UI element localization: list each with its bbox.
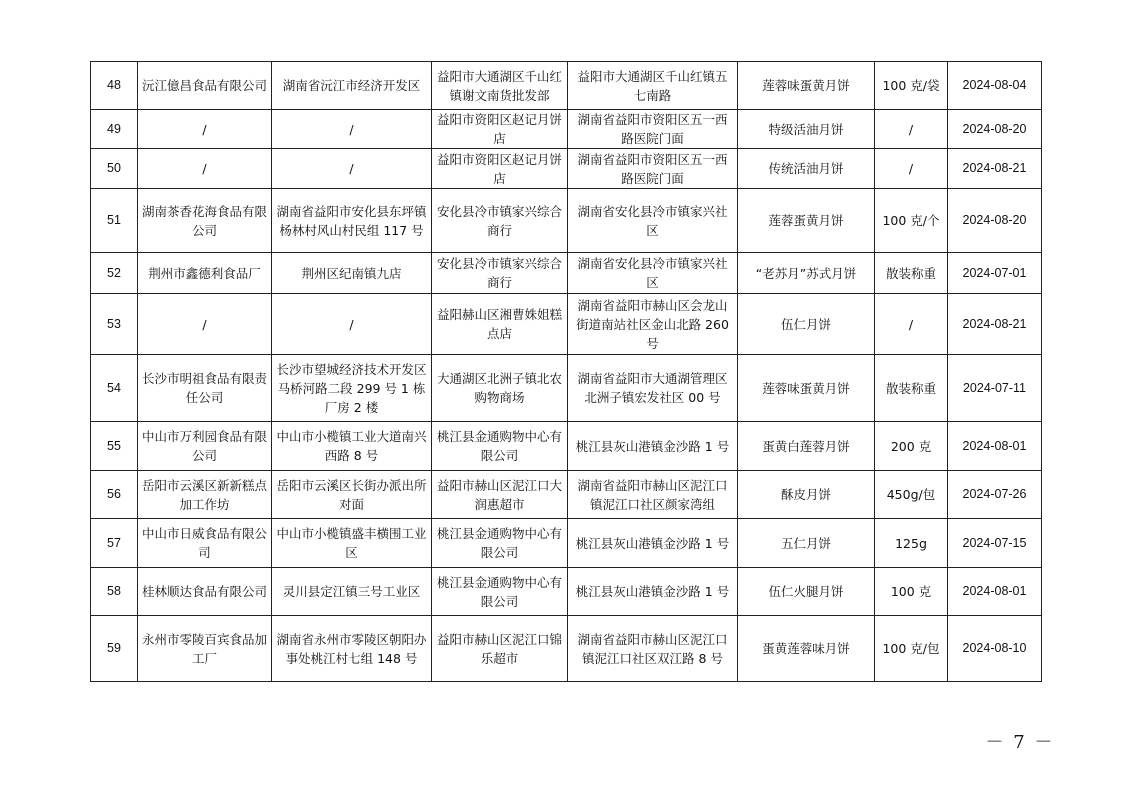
row-number-cell: 55 (91, 422, 138, 471)
seller-name-cell: 益阳市大通湖区千山红镇谢文南货批发部 (432, 62, 568, 110)
product-spec-cell: / (875, 110, 948, 149)
production-date-cell: 2024-08-20 (948, 110, 1042, 149)
production-date-cell: 2024-08-21 (948, 294, 1042, 355)
manufacturer-address-cell: 长沙市望城经济技术开发区马桥河路二段 299 号 1 栋厂房 2 楼 (272, 355, 432, 422)
table-row (91, 110, 1042, 149)
table-row (91, 422, 1042, 471)
row-number-cell: 50 (91, 149, 138, 189)
row-number-cell: 56 (91, 471, 138, 519)
seller-address-cell: 桃江县灰山港镇金沙路 1 号 (568, 519, 738, 568)
row-number-cell: 51 (91, 189, 138, 253)
manufacturer-name-cell: 永州市零陵百宾食品加工厂 (138, 616, 272, 682)
product-name-cell: 伍仁火腿月饼 (738, 568, 875, 616)
product-spec-cell: 100 克/个 (875, 189, 948, 253)
table-row (91, 519, 1042, 568)
table-row (91, 253, 1042, 294)
seller-address-cell: 湖南省安化县冷市镇家兴社区 (568, 189, 738, 253)
seller-address-cell: 桃江县灰山港镇金沙路 1 号 (568, 422, 738, 471)
product-spec-cell: 125g (875, 519, 948, 568)
table-body (91, 62, 1042, 682)
seller-address-cell: 湖南省益阳市赫山区泥江口镇泥江口社区双江路 8 号 (568, 616, 738, 682)
seller-address-cell: 桃江县灰山港镇金沙路 1 号 (568, 568, 738, 616)
product-name-cell: 传统活油月饼 (738, 149, 875, 189)
seller-name-cell: 桃江县金通购物中心有限公司 (432, 422, 568, 471)
product-spec-cell: 100 克/袋 (875, 62, 948, 110)
table-row (91, 62, 1042, 110)
table-row (91, 149, 1042, 189)
manufacturer-address-cell: 灵川县定江镇三号工业区 (272, 568, 432, 616)
product-spec-cell: 散装称重 (875, 355, 948, 422)
inspection-table (90, 61, 1042, 682)
manufacturer-name-cell: / (138, 110, 272, 149)
product-spec-cell: 200 克 (875, 422, 948, 471)
row-number-cell: 49 (91, 110, 138, 149)
seller-name-cell: 益阳市赫山区泥江口大润惠超市 (432, 471, 568, 519)
manufacturer-address-cell: 湖南省沅江市经济开发区 (272, 62, 432, 110)
production-date-cell: 2024-08-20 (948, 189, 1042, 253)
seller-address-cell: 湖南省益阳市资阳区五一西路医院门面 (568, 110, 738, 149)
manufacturer-address-cell: / (272, 149, 432, 189)
product-name-cell: 莲蓉味蛋黄月饼 (738, 62, 875, 110)
manufacturer-name-cell: / (138, 149, 272, 189)
product-name-cell: 伍仁月饼 (738, 294, 875, 355)
product-name-cell: 酥皮月饼 (738, 471, 875, 519)
manufacturer-name-cell: 荆州市鑫德利食品厂 (138, 253, 272, 294)
table-row (91, 294, 1042, 355)
manufacturer-address-cell: / (272, 294, 432, 355)
manufacturer-address-cell: 岳阳市云溪区长街办派出所对面 (272, 471, 432, 519)
production-date-cell: 2024-08-01 (948, 422, 1042, 471)
manufacturer-name-cell: / (138, 294, 272, 355)
row-number-cell: 58 (91, 568, 138, 616)
row-number-cell: 54 (91, 355, 138, 422)
seller-address-cell: 湖南省益阳市赫山区泥江口镇泥江口社区颜家湾组 (568, 471, 738, 519)
manufacturer-name-cell: 沅江億昌食品有限公司 (138, 62, 272, 110)
product-spec-cell: 100 克 (875, 568, 948, 616)
product-name-cell: 特级活油月饼 (738, 110, 875, 149)
production-date-cell: 2024-07-01 (948, 253, 1042, 294)
manufacturer-address-cell: 湖南省益阳市安化县东坪镇杨林村风山村民组 117 号 (272, 189, 432, 253)
product-spec-cell: 100 克/包 (875, 616, 948, 682)
production-date-cell: 2024-08-10 (948, 616, 1042, 682)
product-spec-cell: 450g/包 (875, 471, 948, 519)
manufacturer-address-cell: 湖南省永州市零陵区朝阳办事处桃江村七组 148 号 (272, 616, 432, 682)
table-row (91, 471, 1042, 519)
manufacturer-address-cell: 荆州区纪南镇九店 (272, 253, 432, 294)
seller-name-cell: 安化县冷市镇家兴综合商行 (432, 189, 568, 253)
product-name-cell: 蛋黄白莲蓉月饼 (738, 422, 875, 471)
product-name-cell: “老苏月”苏式月饼 (738, 253, 875, 294)
row-number-cell: 48 (91, 62, 138, 110)
manufacturer-name-cell: 中山市万利园食品有限公司 (138, 422, 272, 471)
row-number-cell: 59 (91, 616, 138, 682)
production-date-cell: 2024-08-01 (948, 568, 1042, 616)
product-name-cell: 莲蓉蛋黄月饼 (738, 189, 875, 253)
table-row (91, 616, 1042, 682)
seller-name-cell: 大通湖区北洲子镇北农购物商场 (432, 355, 568, 422)
manufacturer-address-cell: / (272, 110, 432, 149)
product-name-cell: 蛋黄莲蓉味月饼 (738, 616, 875, 682)
manufacturer-name-cell: 岳阳市云溪区新新糕点加工作坊 (138, 471, 272, 519)
manufacturer-name-cell: 中山市日威食品有限公司 (138, 519, 272, 568)
manufacturer-address-cell: 中山市小榄镇工业大道南兴西路 8 号 (272, 422, 432, 471)
seller-address-cell: 湖南省益阳市大通湖管理区北洲子镇宏发社区 00 号 (568, 355, 738, 422)
production-date-cell: 2024-08-04 (948, 62, 1042, 110)
product-spec-cell: / (875, 149, 948, 189)
seller-name-cell: 安化县冷市镇家兴综合商行 (432, 253, 568, 294)
row-number-cell: 57 (91, 519, 138, 568)
product-spec-cell: 散装称重 (875, 253, 948, 294)
table-row (91, 189, 1042, 253)
seller-address-cell: 湖南省益阳市赫山区会龙山街道南站社区金山北路 260 号 (568, 294, 738, 355)
manufacturer-name-cell: 桂林顺达食品有限公司 (138, 568, 272, 616)
manufacturer-name-cell: 长沙市明祖食品有限责任公司 (138, 355, 272, 422)
seller-address-cell: 湖南省安化县冷市镇家兴社区 (568, 253, 738, 294)
product-name-cell: 五仁月饼 (738, 519, 875, 568)
seller-address-cell: 湖南省益阳市资阳区五一西路医院门面 (568, 149, 738, 189)
seller-name-cell: 桃江县金通购物中心有限公司 (432, 568, 568, 616)
table-row (91, 355, 1042, 422)
seller-name-cell: 益阳市资阳区赵记月饼店 (432, 149, 568, 189)
production-date-cell: 2024-08-21 (948, 149, 1042, 189)
seller-name-cell: 益阳赫山区湘曹姝姐糕点店 (432, 294, 568, 355)
manufacturer-address-cell: 中山市小榄镇盛丰横围工业区 (272, 519, 432, 568)
row-number-cell: 53 (91, 294, 138, 355)
production-date-cell: 2024-07-15 (948, 519, 1042, 568)
product-spec-cell: / (875, 294, 948, 355)
row-number-cell: 52 (91, 253, 138, 294)
manufacturer-name-cell: 湖南茶香花海食品有限公司 (138, 189, 272, 253)
seller-address-cell: 益阳市大通湖区千山红镇五七南路 (568, 62, 738, 110)
seller-name-cell: 益阳市资阳区赵记月饼店 (432, 110, 568, 149)
seller-name-cell: 桃江县金通购物中心有限公司 (432, 519, 568, 568)
seller-name-cell: 益阳市赫山区泥江口锦乐超市 (432, 616, 568, 682)
table-row (91, 568, 1042, 616)
product-name-cell: 莲蓉味蛋黄月饼 (738, 355, 875, 422)
production-date-cell: 2024-07-11 (948, 355, 1042, 422)
page-number: － 7 － (985, 732, 1055, 753)
production-date-cell: 2024-07-26 (948, 471, 1042, 519)
